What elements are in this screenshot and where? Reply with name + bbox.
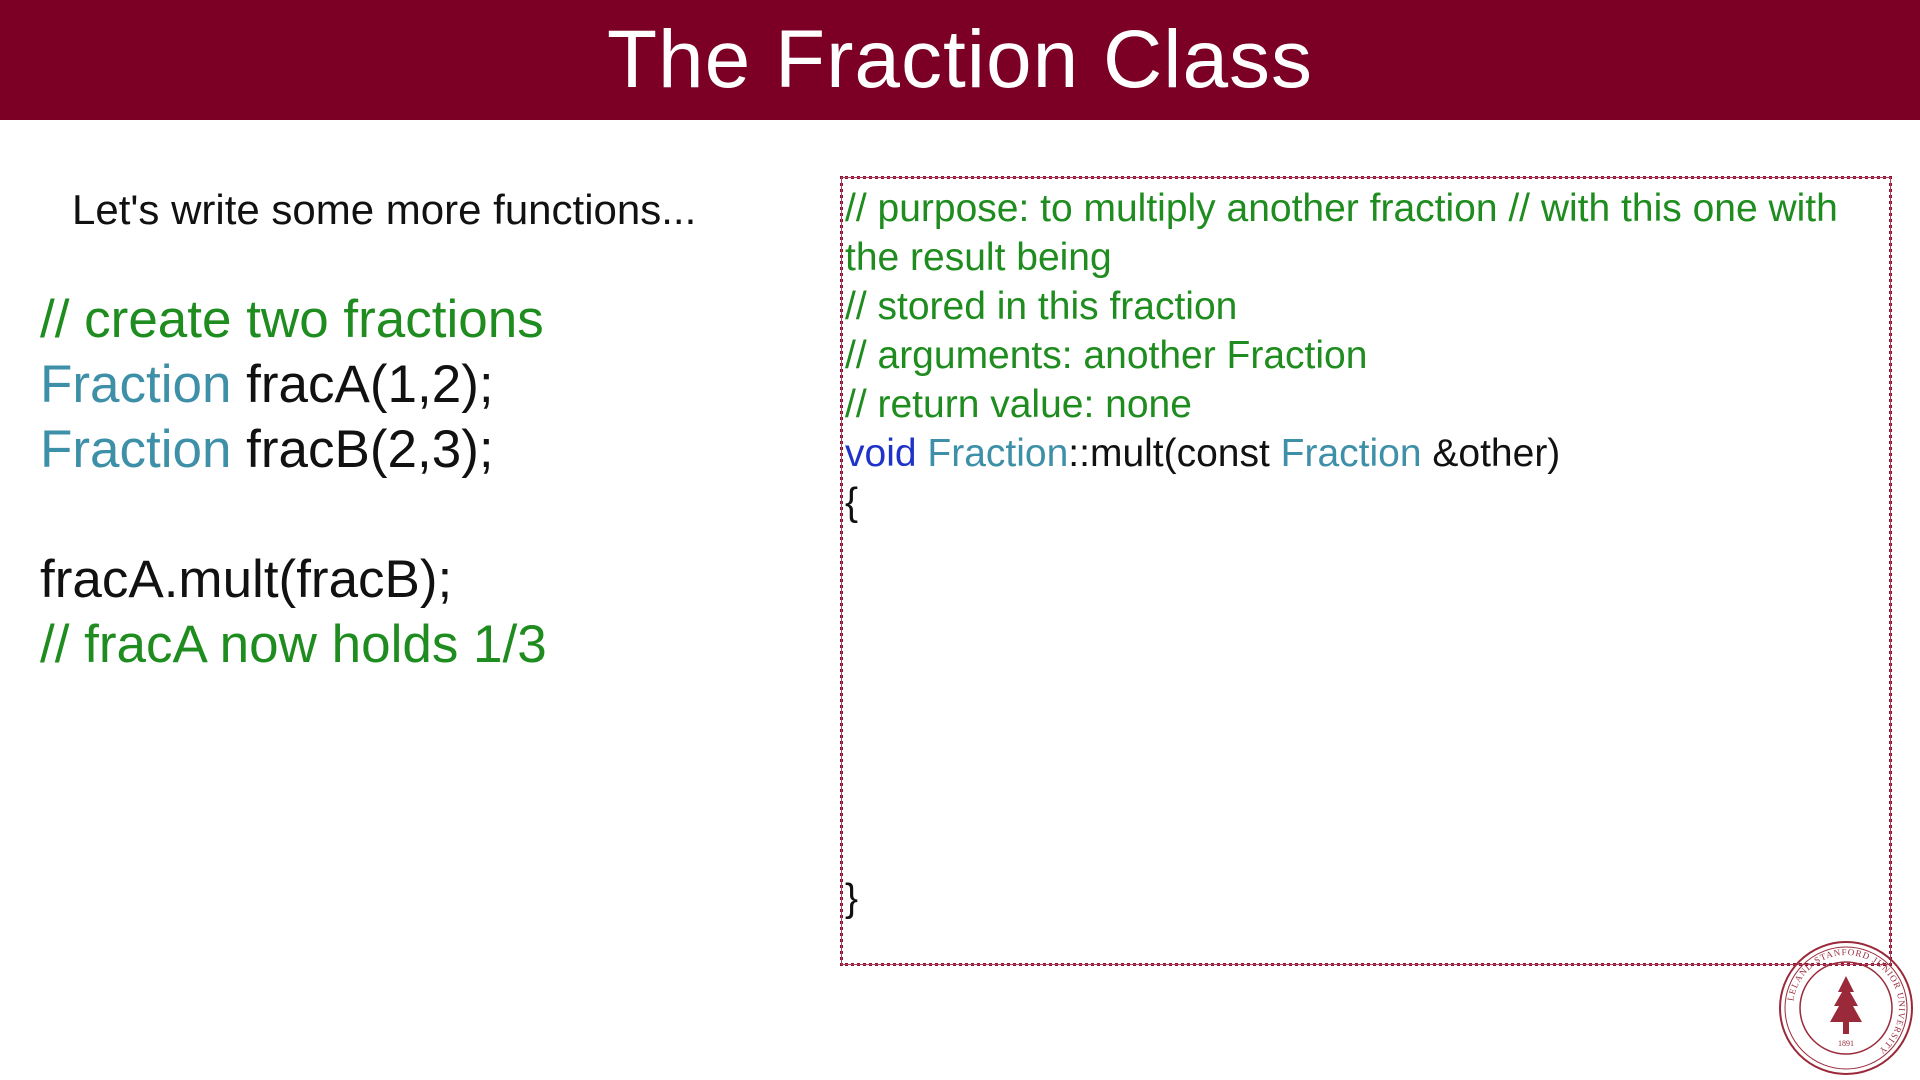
code-text: fracB(2,3); <box>231 420 494 479</box>
function-signature <box>845 429 1890 478</box>
code-comment-arguments: // arguments: another Fraction <box>845 334 1368 377</box>
keyword-void: void <box>845 432 917 475</box>
close-brace: } <box>845 877 859 920</box>
code-comment-return: // return value: none <box>845 383 1192 426</box>
code-line-fracB <box>40 417 547 482</box>
code-line-mult-call: fracA.mult(fracB); <box>40 550 453 609</box>
code-text: &other) <box>1421 432 1561 475</box>
seal-ring-text: LELAND STANFORD JUNIOR UNIVERSITY <box>1785 946 1908 1057</box>
mult-function-code <box>845 184 1890 527</box>
code-blank-line <box>40 482 547 547</box>
seal-year: 1891 <box>1838 1039 1854 1048</box>
code-text: fracA(1,2); <box>231 355 494 414</box>
intro-text: Let's write some more functions... <box>72 186 697 233</box>
code-comment-result: // fracA now holds 1/3 <box>40 615 547 674</box>
slide-title: The Fraction Class <box>606 14 1314 105</box>
tree-icon <box>1830 976 1862 1022</box>
code-comment-purpose: // purpose: to multiply another fraction // with this one with the result being <box>845 187 1838 279</box>
code-comment-stored: // stored in this fraction <box>845 285 1238 328</box>
code-line-fracA <box>40 352 547 417</box>
type-name: Fraction <box>1280 432 1422 475</box>
example-code <box>40 287 547 677</box>
type-name: Fraction <box>927 432 1069 475</box>
code-comment-create: // create two fractions <box>40 290 544 349</box>
type-name: Fraction <box>40 355 232 414</box>
type-name: Fraction <box>40 420 232 479</box>
university-seal-logo <box>1776 938 1916 1078</box>
open-brace: { <box>845 481 859 524</box>
code-text: ::mult(const <box>1068 432 1281 475</box>
